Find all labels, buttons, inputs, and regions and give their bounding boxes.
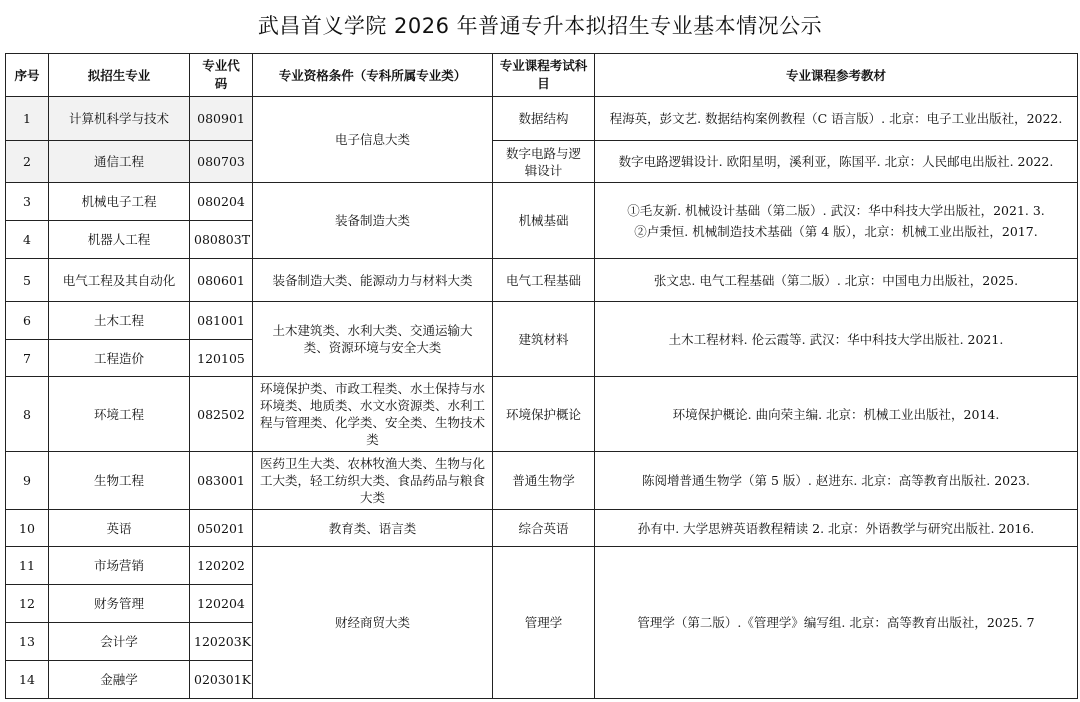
row-major: 市场营销 (49, 547, 190, 585)
row-major: 生物工程 (49, 452, 190, 510)
row-no: 6 (6, 302, 49, 340)
row-no: 4 (6, 221, 49, 259)
exam-cell: 数字电路与逻辑设计 (493, 141, 595, 183)
row-major: 会计学 (49, 623, 190, 661)
header-code: 专业代码 (190, 54, 253, 97)
qualification-cell: 环境保护类、市政工程类、水土保持与水环境类、地质类、水文水资源类、水利工程与管理类、化学类、安全类、生物技术类 (253, 377, 493, 452)
row-code: 080204 (190, 183, 253, 221)
table-row (6, 259, 1078, 302)
majors-table (5, 53, 1078, 699)
qualification-cell: 装备制造大类、能源动力与材料大类 (253, 259, 493, 302)
row-no: 8 (6, 377, 49, 452)
row-code: 080901 (190, 97, 253, 141)
exam-cell: 数据结构 (493, 97, 595, 141)
textbook-cell: 陈阅增普通生物学（第 5 版）. 赵进东. 北京：高等教育出版社. 2023. (595, 452, 1078, 510)
table-row (6, 97, 1078, 141)
exam-cell: 管理学 (493, 547, 595, 699)
row-code: 120105 (190, 340, 253, 377)
header-textbook: 专业课程参考教材 (595, 54, 1078, 97)
exam-cell: 机械基础 (493, 183, 595, 259)
table-row (6, 377, 1078, 452)
textbook-cell: 张文忠. 电气工程基础（第二版）. 北京：中国电力出版社，2025. (595, 259, 1078, 302)
row-code: 080803T (190, 221, 253, 259)
row-major: 环境工程 (49, 377, 190, 452)
textbook-cell: 管理学（第二版）.《管理学》编写组. 北京：高等教育出版社，2025. 7 (595, 547, 1078, 699)
table-row (6, 510, 1078, 547)
row-no: 13 (6, 623, 49, 661)
exam-cell: 综合英语 (493, 510, 595, 547)
row-major: 财务管理 (49, 585, 190, 623)
row-code: 120202 (190, 547, 253, 585)
row-no: 11 (6, 547, 49, 585)
row-code: 120204 (190, 585, 253, 623)
table-row (6, 183, 1078, 221)
row-major: 电气工程及其自动化 (49, 259, 190, 302)
table-row (6, 547, 1078, 585)
textbook-cell: 数字电路逻辑设计. 欧阳星明，溪利亚，陈国平. 北京：人民邮电出版社. 2022. (595, 141, 1078, 183)
header-exam: 专业课程考试科目 (493, 54, 595, 97)
row-code: 080601 (190, 259, 253, 302)
row-code: 081001 (190, 302, 253, 340)
row-no: 12 (6, 585, 49, 623)
exam-cell: 电气工程基础 (493, 259, 595, 302)
row-code: 080703 (190, 141, 253, 183)
page-title: 武昌首义学院 2026 年普通专升本拟招生专业基本情况公示 (257, 14, 823, 38)
header-qualification: 专业资格条件（专科所属专业类） (253, 54, 493, 97)
row-major: 通信工程 (49, 141, 190, 183)
row-major: 金融学 (49, 661, 190, 699)
row-no: 3 (6, 183, 49, 221)
qualification-cell: 财经商贸大类 (253, 547, 493, 699)
header-major: 拟招生专业 (49, 54, 190, 97)
header-no: 序号 (6, 54, 49, 97)
row-code: 083001 (190, 452, 253, 510)
exam-cell: 环境保护概论 (493, 377, 595, 452)
row-major: 机器人工程 (49, 221, 190, 259)
row-code: 082502 (190, 377, 253, 452)
row-major: 机械电子工程 (49, 183, 190, 221)
qualification-cell: 教育类、语言类 (253, 510, 493, 547)
qualification-cell: 医药卫生大类、农林牧渔大类、生物与化工大类，轻工纺织大类、食品药品与粮食大类 (253, 452, 493, 510)
row-major: 土木工程 (49, 302, 190, 340)
row-no: 14 (6, 661, 49, 699)
textbook-cell: 程海英，彭文艺. 数据结构案例教程（C 语言版）. 北京：电子工业出版社，2022. (595, 97, 1078, 141)
row-no: 5 (6, 259, 49, 302)
table-row (6, 452, 1078, 510)
row-no: 1 (6, 97, 49, 141)
qualification-cell: 土木建筑类、水利大类、交通运输大类、资源环境与安全大类 (253, 302, 493, 377)
exam-cell: 建筑材料 (493, 302, 595, 377)
row-no: 9 (6, 452, 49, 510)
textbook-cell: 环境保护概论. 曲向荣主编. 北京：机械工业出版社，2014. (595, 377, 1078, 452)
row-code: 050201 (190, 510, 253, 547)
row-no: 2 (6, 141, 49, 183)
textbook-line: ①毛友新. 机械设计基础（第二版）. 武汉：华中科技大学出版社，2021. 3. (627, 202, 1045, 218)
row-code: 120203K (190, 623, 253, 661)
textbook-cell (595, 183, 1078, 259)
table-row (6, 141, 1078, 183)
exam-cell: 普通生物学 (493, 452, 595, 510)
row-major: 英语 (49, 510, 190, 547)
row-major: 工程造价 (49, 340, 190, 377)
textbook-line: ②卢秉恒. 机械制造技术基础（第 4 版），北京：机械工业出版社，2017. (634, 223, 1038, 239)
row-code: 020301K (190, 661, 253, 699)
textbook-cell: 孙有中. 大学思辨英语教程精读 2. 北京：外语教学与研究出版社. 2016. (595, 510, 1078, 547)
header-row (6, 54, 1078, 97)
table-row (6, 302, 1078, 340)
qualification-cell: 电子信息大类 (253, 97, 493, 183)
textbook-cell: 土木工程材料. 伦云霞等. 武汉：华中科技大学出版社. 2021. (595, 302, 1078, 377)
qualification-cell: 装备制造大类 (253, 183, 493, 259)
row-major: 计算机科学与技术 (49, 97, 190, 141)
row-no: 10 (6, 510, 49, 547)
row-no: 7 (6, 340, 49, 377)
